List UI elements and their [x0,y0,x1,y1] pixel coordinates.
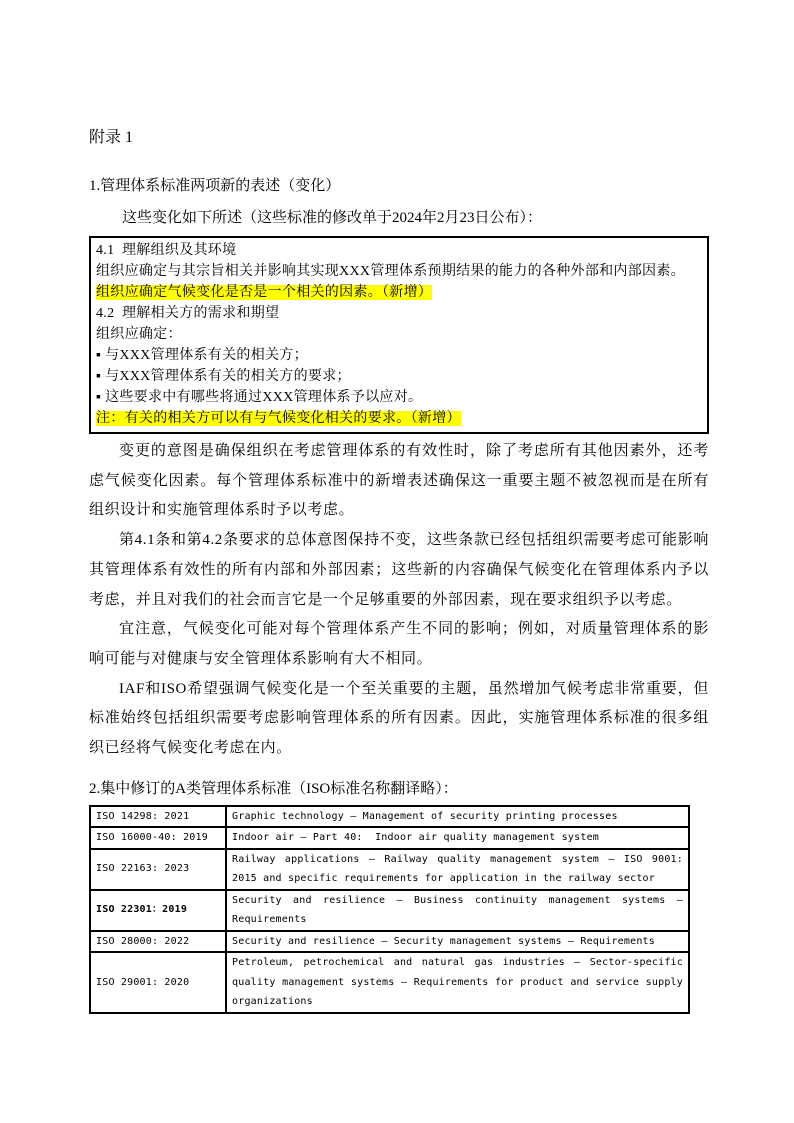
paragraph-iaf-iso: IAF和ISO希望强调气候变化是一个至关重要的主题，虽然增加气候考虑非常重要，但标准始终包括组织需要考虑影响管理体系的所有因素。因此，实施管理体系标准的很多组织已经将气候变化考虑在内。 [89,680,709,757]
paragraph-overall-intent: 第4.1条和第4.2条要求的总体意图保持不变，这些条款已经包括组织需要考虑可能影响其管理体系有效性的所有内部和外部因素；这些新的内容确保气候变化在管理体系内予以考虑，并且对我们的社会而言它是一个足够重要的外部因素，现在要求组织予以考虑。 [89,532,709,608]
standard-excerpt-box [89,236,709,434]
standard-title-cell: Security and resilience — Security management systems — Requirements [226,931,689,953]
body-paragraphs [89,437,709,764]
section1-heading: 1.管理体系标准两项新的表述（变化） [89,178,341,194]
table-row [90,952,689,1013]
excerpt-bullet-addressed: ▪ 这些要求中有哪些将通过XXX管理体系予以应对。 [96,390,423,405]
section1-intro: 这些变化如下所述（这些标准的修改单于2024年2月23日公布）： [122,210,543,226]
table-row [90,806,689,828]
standard-code-cell: ISO 14298: 2021 [90,806,226,828]
excerpt-line-determine: 组织应确定： [96,327,182,342]
standard-code-cell: ISO 22163: 2023 [90,849,226,890]
table-row [90,890,689,931]
excerpt-line-new-note [96,408,702,429]
excerpt-line-clause-4-1-text: 组织应确定与其宗旨相关并影响其实现XXX管理体系预期结果的能力的各种外部和内部因素。 [96,264,685,279]
standards-table [89,805,690,1014]
excerpt-line-clause-4-2: 4.2 理解相关方的需求和期望 [96,306,280,321]
appendix-title: 附录 1 [89,129,134,146]
paragraph-different-impacts: 宜注意，气候变化可能对每个管理体系产生不同的影响；例如，对质量管理体系的影响可能与对健康与安全管理体系影响有大不相同。 [89,621,709,667]
highlighted-text: 组织应确定气候变化是否是一个相关的因素。（新增） [96,285,433,300]
standard-title-cell: Graphic technology — Management of security printing processes [226,806,689,828]
standard-code-cell: ISO 29001: 2020 [90,952,226,1013]
standard-code-cell: ISO 22301：2019 [90,890,226,931]
standard-title-cell: Railway applications — Railway quality management system — ISO 9001: 2015 and specific requirements for application in the railway sector [226,849,689,890]
excerpt-bullet-requirements: ▪ 与XXX管理体系有关的相关方的要求； [96,369,351,384]
section2-heading: 2.集中修订的A类管理体系标准（ISO标准名称翻译略）： [89,780,458,797]
excerpt-bullet-interested-parties: ▪ 与XXX管理体系有关的相关方； [96,348,308,363]
document-content [89,128,709,1014]
standard-title-cell: Indoor air — Part 40: Indoor air quality management system [226,827,689,849]
standard-title-cell: Security and resilience — Business continuity management systems — Requirements [226,890,689,931]
excerpt-line-clause-4-1: 4.1 理解组织及其环境 [96,243,237,258]
table-row [90,931,689,953]
paragraph-intent-of-change: 变更的意图是确保组织在考虑管理体系的有效性时，除了考虑所有其他因素外，还考虑气候变化因素。每个管理体系标准中的新增表述确保这一重要主题不被忽视而是在所有组织设计和实施管理体系时予以考虑。 [89,443,709,519]
table-row [90,849,689,890]
highlighted-text: 注：有关的相关方可以有与气候变化相关的要求。（新增） [96,411,461,426]
excerpt-line-new-climate-factor [96,282,702,303]
table-row [90,827,689,849]
standard-code-cell: ISO 16000-40: 2019 [90,827,226,849]
standard-code-cell: ISO 28000: 2022 [90,931,226,953]
standard-title-cell: Petroleum, petrochemical and natural gas industries — Sector-specific quality management systems — Requirements for product and service supply organizations [226,952,689,1013]
